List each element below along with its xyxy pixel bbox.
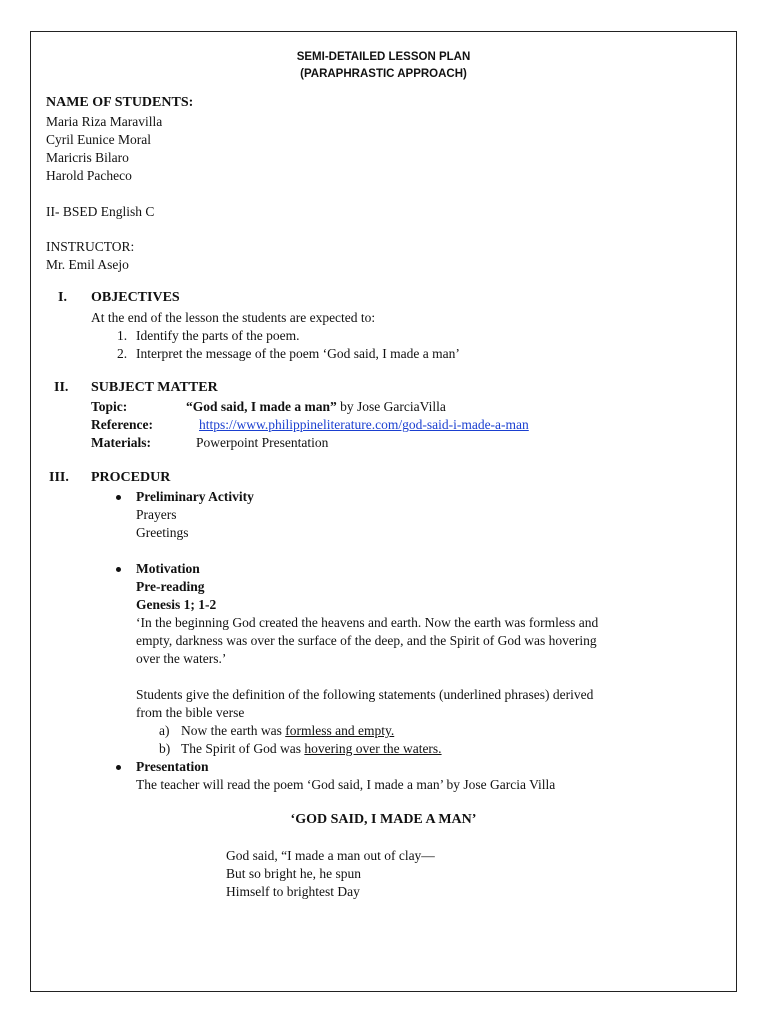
document-page xyxy=(30,31,737,992)
preliminary-line: Greetings xyxy=(136,525,189,540)
motivation-item xyxy=(181,722,394,740)
topic-author: by Jose GarciaVilla xyxy=(340,399,446,414)
subject-numeral: II. xyxy=(54,380,69,395)
reference-link[interactable]: https://www.philippineliterature.com/god-said-i-made-a-man xyxy=(199,417,529,432)
objectives-intro: At the end of the lesson the students are expected to: xyxy=(91,310,376,325)
topic-title: “God said, I made a man” xyxy=(186,399,337,414)
task-line: Students give the definition of the following statements (underlined phrases) derived xyxy=(136,687,594,702)
poem-line: God said, “I made a man out of clay— xyxy=(226,848,435,863)
item-letter: b) xyxy=(159,741,171,756)
bullet-icon xyxy=(116,495,121,500)
materials-value: Powerpoint Presentation xyxy=(196,435,329,450)
verse-line: ‘In the beginning God created the heavens and earth. Now the earth was formless and xyxy=(136,615,599,630)
verse-line: over the waters.’ xyxy=(136,651,227,666)
student-name: Cyril Eunice Moral xyxy=(46,132,151,147)
objective-number: 2. xyxy=(117,346,128,361)
bullet-icon xyxy=(116,567,121,572)
materials-label: Materials: xyxy=(91,435,151,450)
topic-label: Topic: xyxy=(91,399,128,414)
instructor-name: Mr. Emil Asejo xyxy=(46,257,129,272)
presentation-title: Presentation xyxy=(136,759,209,774)
preliminary-title: Preliminary Activity xyxy=(136,489,254,504)
underlined-phrase: formless and empty. xyxy=(285,723,395,738)
objective-item: Interpret the message of the poem ‘God said, I made a man’ xyxy=(136,346,460,361)
objective-item: Identify the parts of the poem. xyxy=(136,328,300,343)
poem-title: ‘GOD SAID, I MADE A MAN’ xyxy=(290,812,477,827)
reference-label: Reference: xyxy=(91,417,153,432)
objective-number: 1. xyxy=(117,328,128,343)
poem-line: Himself to brightest Day xyxy=(226,884,360,899)
motivation-subtitle: Pre-reading xyxy=(136,579,205,594)
underlined-phrase: hovering over the waters. xyxy=(304,741,442,756)
motivation-item xyxy=(181,740,442,758)
bullet-icon xyxy=(116,765,121,770)
instructor-heading: INSTRUCTOR: xyxy=(46,239,135,254)
motivation-title: Motivation xyxy=(136,561,200,576)
topic-value xyxy=(186,398,446,416)
document-title: SEMI-DETAILED LESSON PLAN xyxy=(296,51,471,63)
preliminary-line: Prayers xyxy=(136,507,177,522)
item-prefix: Now the earth was xyxy=(181,723,286,738)
task-line: from the bible verse xyxy=(136,705,245,720)
students-heading: NAME OF STUDENTS: xyxy=(46,95,194,110)
procedure-numeral: III. xyxy=(49,470,69,485)
student-name: Maricris Bilaro xyxy=(46,150,129,165)
procedure-heading: PROCEDUR xyxy=(91,470,171,485)
verse-line: empty, darkness was over the surface of the deep, and the Spirit of God was hovering xyxy=(136,633,597,648)
presentation-text: The teacher will read the poem ‘God said, I made a man’ by Jose Garcia Villa xyxy=(136,777,556,792)
item-prefix: The Spirit of God was xyxy=(181,741,305,756)
item-letter: a) xyxy=(159,723,170,738)
student-name: Harold Pacheco xyxy=(46,168,132,183)
class-section: II- BSED English C xyxy=(46,204,155,219)
subject-heading: SUBJECT MATTER xyxy=(91,380,218,395)
objectives-numeral: I. xyxy=(58,290,67,305)
student-name: Maria Riza Maravilla xyxy=(46,114,163,129)
document-subtitle: (PARAPHRASTIC APPROACH) xyxy=(300,68,467,80)
objectives-heading: OBJECTIVES xyxy=(91,290,180,305)
motivation-verse-ref: Genesis 1; 1-2 xyxy=(136,597,217,612)
poem-line: But so bright he, he spun xyxy=(226,866,361,881)
